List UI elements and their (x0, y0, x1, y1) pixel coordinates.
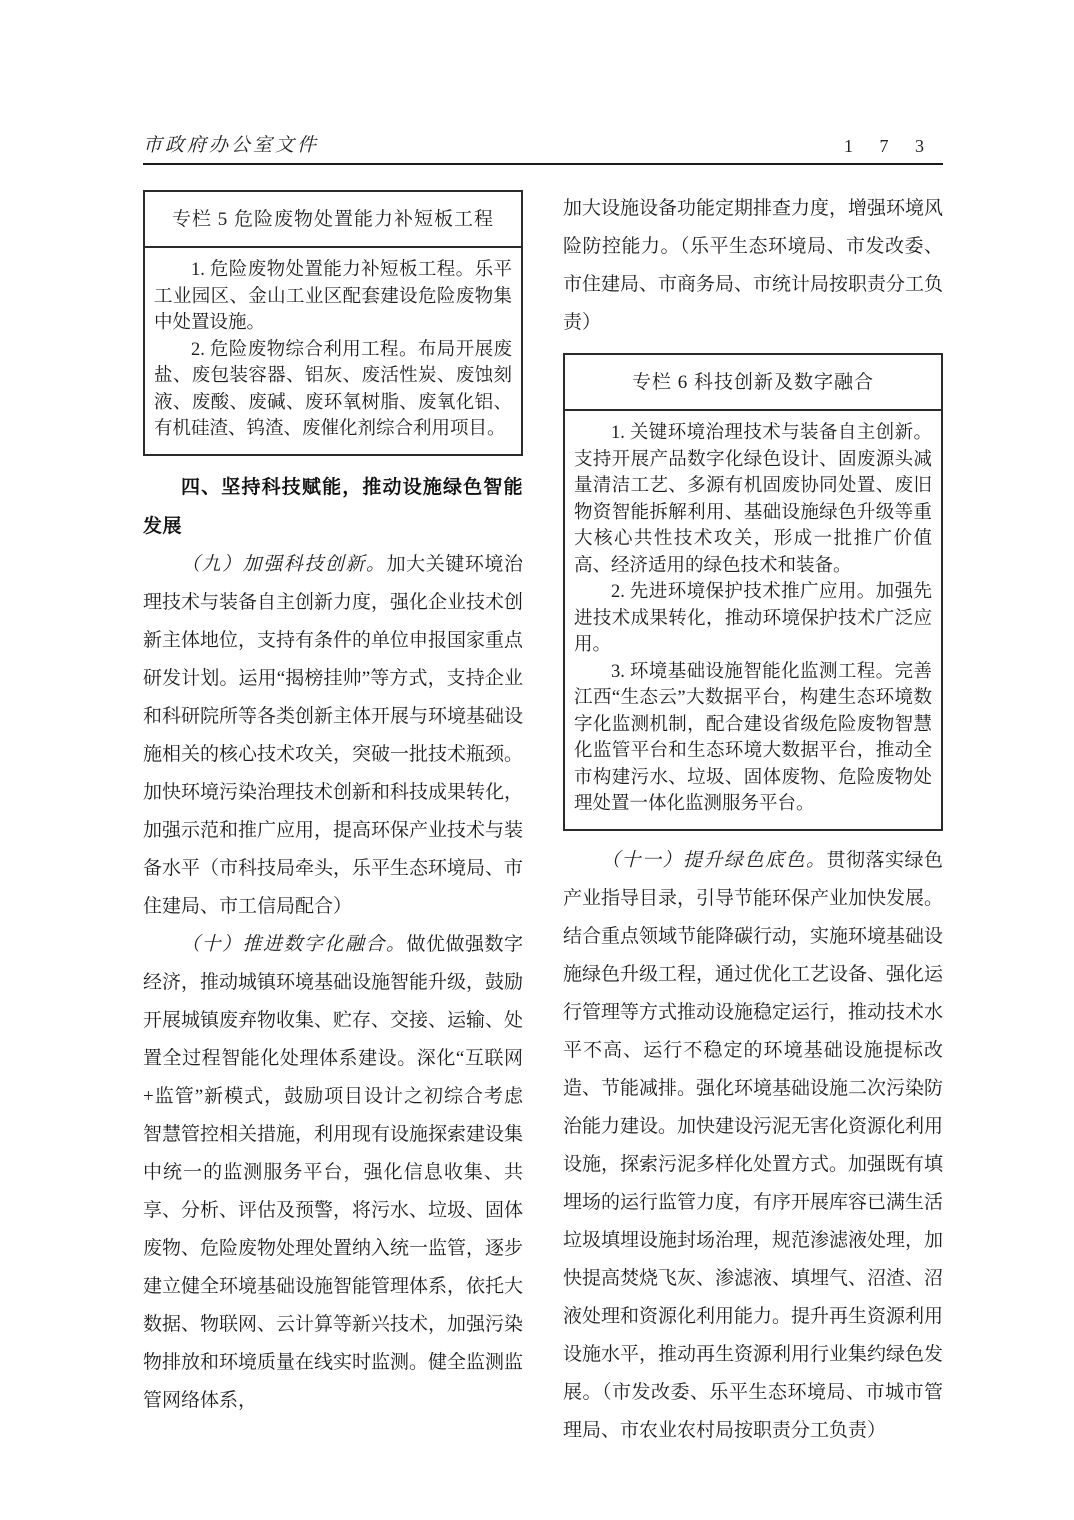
box6-item-2: 2. 先进环境保护技术推广应用。加强先进技术成果转化，推动环境保护技术广泛应用。 (574, 582, 932, 655)
paragraph-11 (563, 842, 943, 1450)
header-rule (143, 163, 943, 165)
box6-item-3: 3. 环境基础设施智能化监测工程。完善江西“生态云”大数据平台，构建生态环境数字化监测机制，配合建设省级危险废物智慧化监管平台和生态环境大数据平台，推动全市构建污水、垃圾、固体废物、危险废物处理处置一体化监测服务平台。 (574, 661, 932, 814)
paragraph-10-lead: （十）推进数字化融合。 (181, 933, 407, 955)
left-column (143, 190, 523, 1420)
page-header (143, 130, 943, 164)
paragraph-8-continuation: 加大设施设备功能定期排查力度，增强环境风险防控能力。（乐平生态环境局、市发改委、市住建局、市商务局、市统计局按职责分工负责） (563, 198, 944, 333)
box5-item-1: 1. 危险废物处置能力补短板工程。乐平工业园区、金山工业区配套建设危险废物集中处置设施。 (154, 260, 512, 333)
paragraph-9-text: 加大关键环境治理技术与装备自主创新力度，强化企业技术创新主体地位，支持有条件的单位申报国家重点研发计划。运用“揭榜挂帅”等方式，支持企业和科研院所等各类创新主体开展与环境基础设施相关的核心技术攻关，突破一批技术瓶颈。加快环境污染治理技术创新和科技成果转化，加强示范和推广应用，提高环保产业技术与装备水平（市科技局牵头，乐平生态环境局、市住建局、市工信局配合） (143, 553, 524, 917)
paragraph-10-text: 做优做强数字经济，推动城镇环境基础设施智能升级，鼓励开展城镇废弃物收集、贮存、交接、运输、处置全过程智能化处理体系建设。深化“互联网+监管”新模式，鼓励项目设计之初综合考虑智慧管控相关措施，利用现有设施探索建设集中统一的监测服务平台，强化信息收集、共享、分析、评估及预警，将污水、垃圾、固体废物、危险废物处理处置纳入统一监管，逐步建立健全环境基础设施智能管理体系，依托大数据、物联网、云计算等新兴技术，加强污染物排放和环境质量在线实时监测。健全监测监管网络体系， (143, 933, 524, 1411)
section-heading-4: 四、坚持科技赋能，推动设施绿色智能发展 (143, 476, 523, 537)
box6-item-1: 1. 关键环境治理技术与装备自主创新。支持开展产品数字化绿色设计、固废源头减量清洁工艺、多源有机固废协同处置、废旧物资智能拆解利用、基础设施绿色升级等重大核心共性技术攻关，形成一批推广价值高、经济适用的绿色技术和装备。 (574, 423, 932, 576)
paragraph-9 (143, 546, 523, 926)
paragraph-10 (143, 926, 523, 1420)
callout-box-5 (143, 190, 523, 456)
paragraph-9-lead: （九）加强科技创新。 (181, 553, 387, 575)
box6-title: 专栏 6 科技创新及数字融合 (565, 355, 941, 411)
paragraph-11-lead: （十一）提升绿色底色。 (601, 849, 827, 871)
box5-body (145, 248, 521, 454)
doc-type-label: 市政府办公室文件 (143, 135, 320, 156)
box5-item-2: 2. 危险废物综合利用工程。布局开展废盐、废包装容器、铝灰、废活性炭、废蚀刻液、废酸、废碱、废环氧树脂、废氧化铝、有机硅渣、钨渣、废催化剂综合利用项目。 (154, 339, 512, 439)
paragraph-11-text: 贯彻落实绿色产业指导目录，引导节能环保产业加快发展。结合重点领域节能降碳行动，实施环境基础设施绿色升级工程，通过优化工艺设备、强化运行管理等方式推动设施稳定运行，推动技术水平不高、运行不稳定的环境基础设施提标改造、节能减排。强化环境基础设施二次污染防治能力建设。加快建设污泥无害化资源化利用设施，探索污泥多样化处置方式。加强既有填埋场的运行监管力度，有序开展库容已满生活垃圾填埋设施封场治理，规范渗滤液处理，加快提高焚烧飞灰、渗滤液、填埋气、沼渣、沼液处理和资源化利用能力。提升再生资源利用设施水平，推动再生资源利用行业集约绿色发展。（市发改委、乐平生态环境局、市城市管理局、市农业农村局按职责分工负责） (563, 849, 944, 1441)
page-number: 1 7 3 (844, 136, 935, 156)
right-column (563, 190, 943, 1450)
callout-box-6 (563, 353, 943, 831)
box5-title: 专栏 5 危险废物处置能力补短板工程 (145, 192, 521, 248)
box6-body (565, 411, 941, 829)
